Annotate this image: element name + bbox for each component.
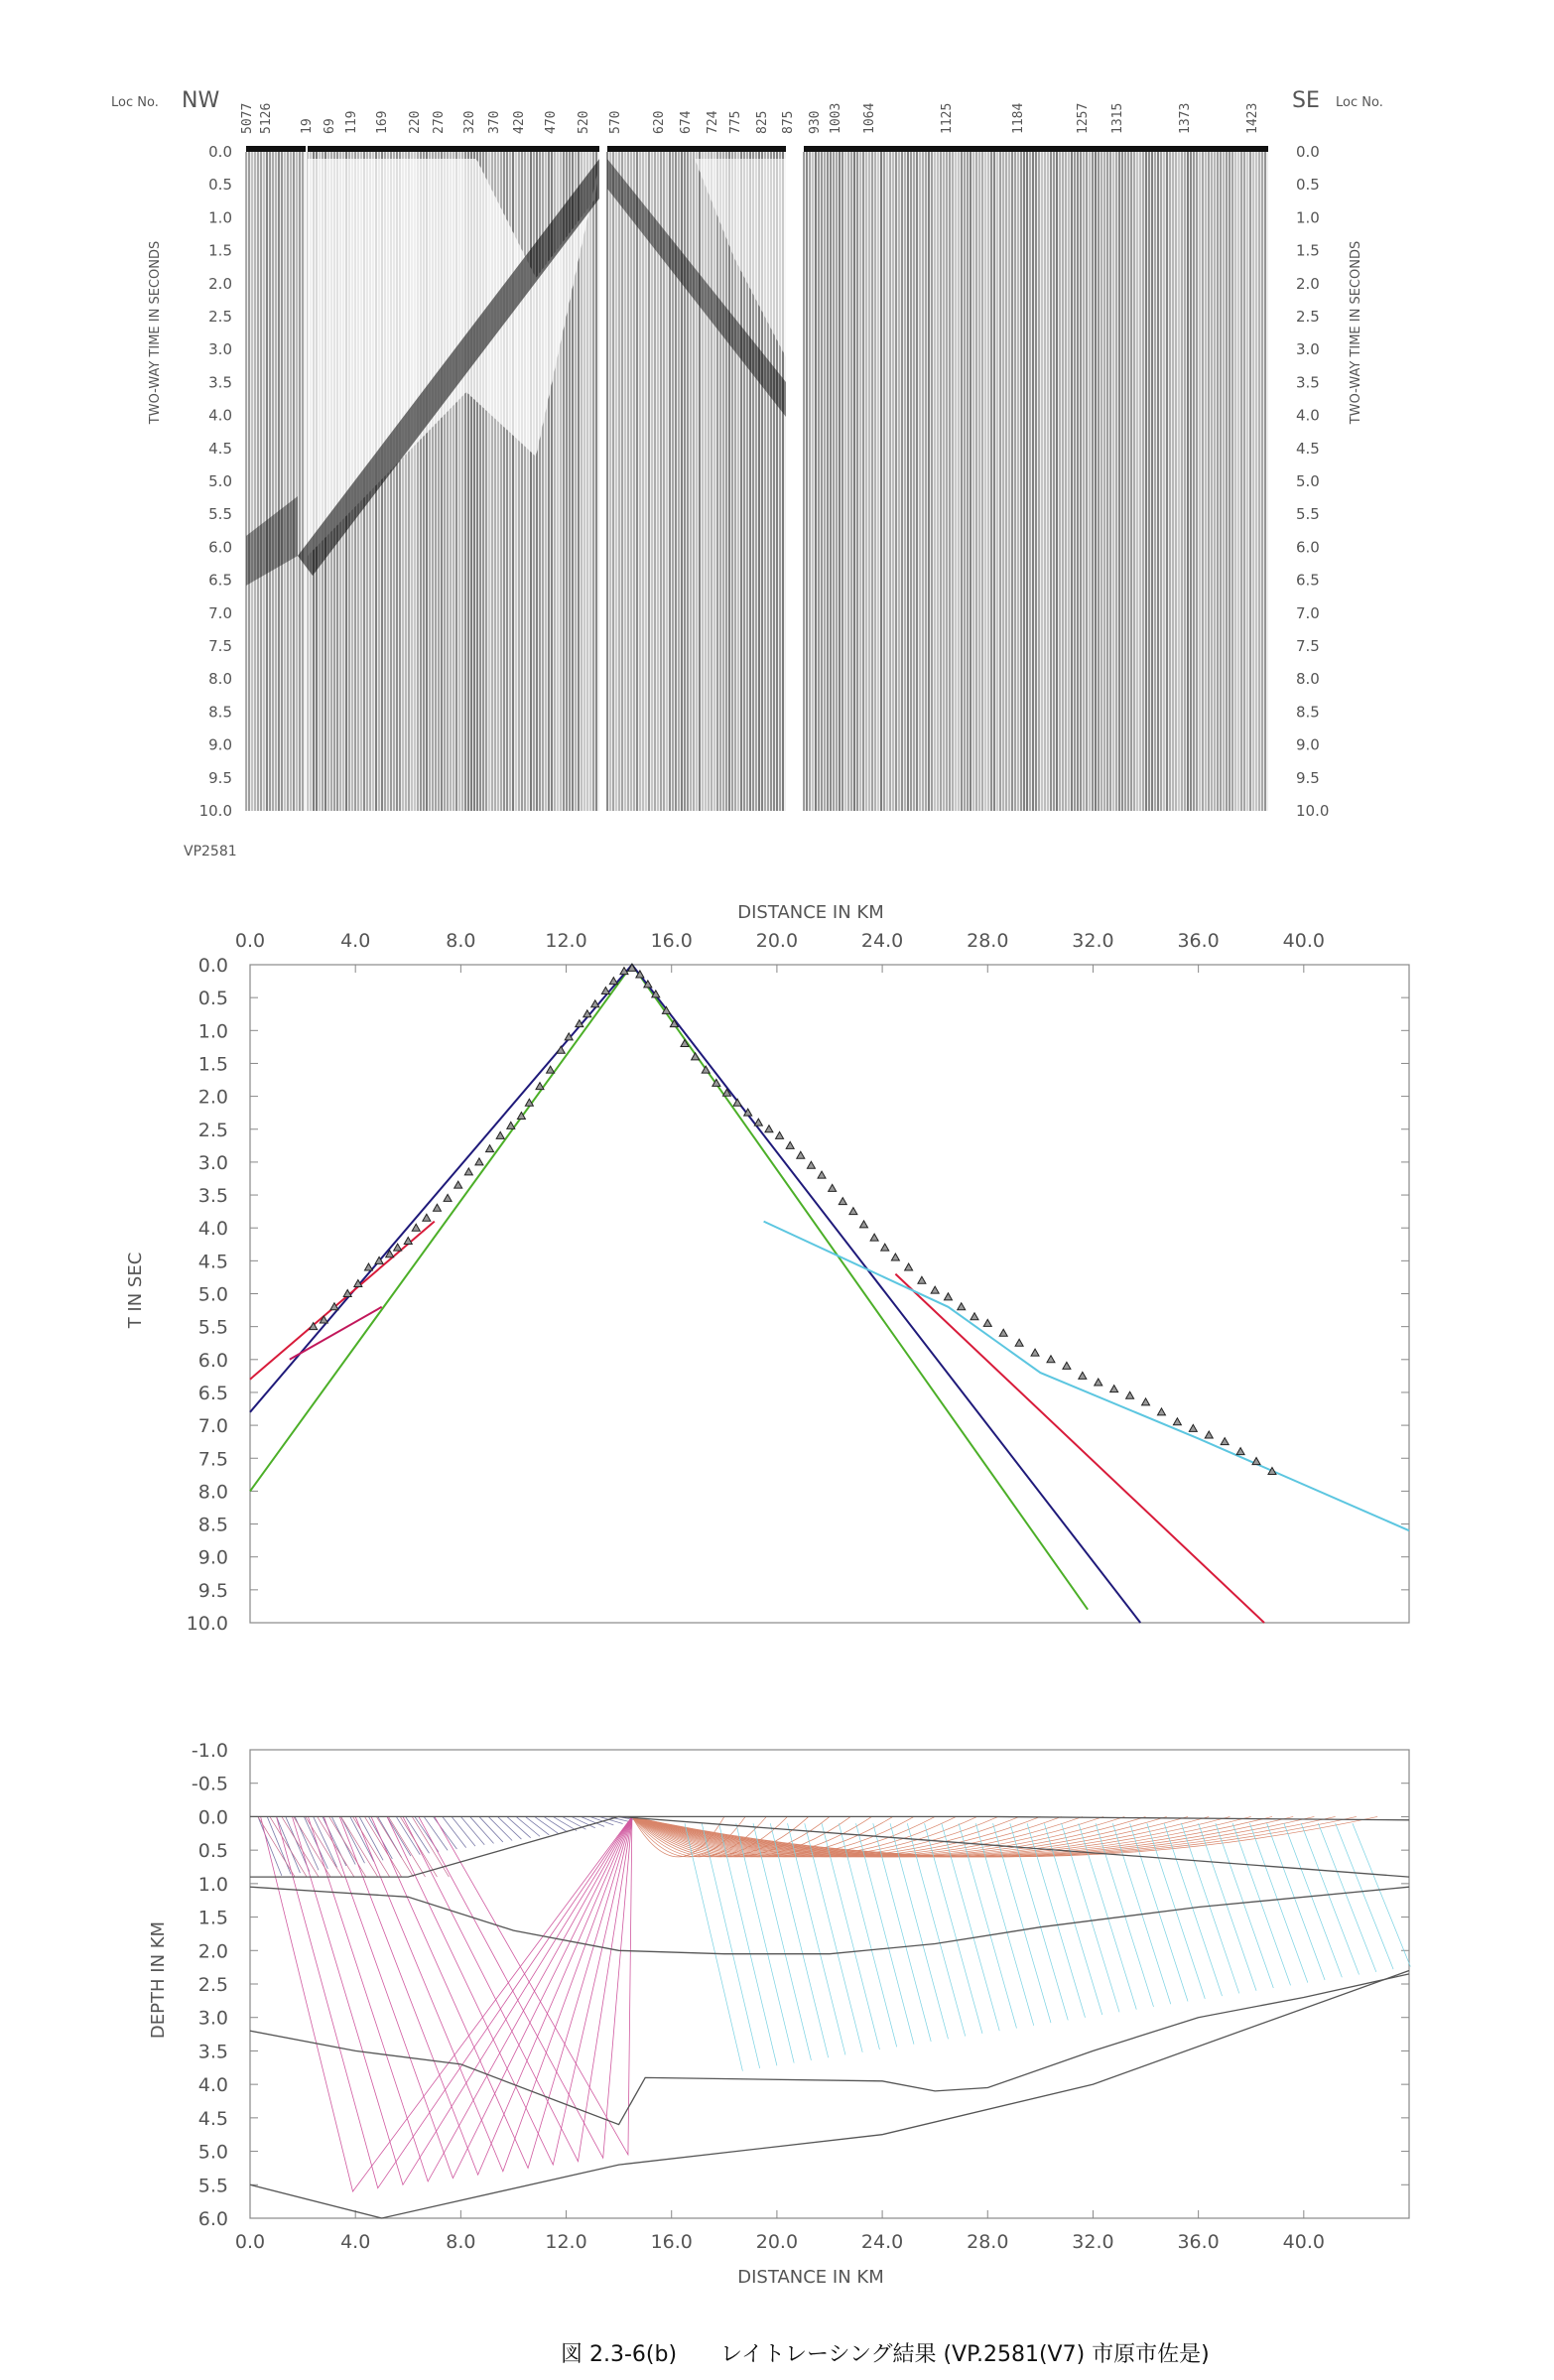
loc-number: 1125: [940, 102, 955, 134]
record-y-tick-left: 1.5: [208, 241, 232, 260]
tt-observed-point: [958, 1303, 966, 1310]
ray-path: [498, 1816, 522, 1839]
record-y-tick-right: 2.5: [1296, 308, 1320, 326]
tt-observed-point: [1015, 1339, 1023, 1346]
ray-x-tick-label: 12.0: [545, 2231, 587, 2253]
loc-number: 1257: [1076, 102, 1091, 134]
tt-observed-point: [1110, 1386, 1118, 1392]
record-y-tick-left: 3.5: [208, 373, 232, 392]
ray-path: [387, 1816, 411, 1856]
tt-y-tick-label: 6.5: [197, 1382, 228, 1404]
tt-x-ticks: [235, 930, 1325, 973]
loc-number: 930: [808, 110, 823, 134]
ray-path: [353, 1816, 390, 1877]
ray-y-tick-label: 4.0: [197, 2074, 228, 2097]
ray-path: [324, 1816, 632, 2178]
direction-right: SE: [1292, 88, 1320, 113]
ray-y-ticks: [192, 1740, 1409, 2230]
interface-line: [250, 1887, 1409, 1954]
record-y-tick-right: 8.0: [1296, 670, 1320, 689]
ray-path: [1232, 1823, 1290, 1985]
tt-x-axis-label: DISTANCE IN KM: [737, 902, 884, 923]
tt-observed-point: [797, 1151, 805, 1158]
tt-x-tick-label: 16.0: [650, 930, 693, 952]
tt-calc-line: [250, 965, 1088, 1610]
tt-y-tick-label: 4.0: [197, 1218, 228, 1241]
loc-number: 1423: [1245, 102, 1260, 134]
loc-label-right: Loc No.: [1336, 95, 1383, 110]
record-y-tick-left: 7.0: [208, 603, 232, 622]
record-y-tick-left: 0.5: [208, 176, 232, 195]
loc-number: 1003: [829, 102, 843, 134]
vp-label: VP2581: [184, 844, 237, 859]
ray-x-tick-label: 36.0: [1177, 2231, 1220, 2253]
record-y-tick-right: 6.0: [1296, 538, 1320, 557]
ray-path: [544, 1816, 568, 1832]
tt-observed-point: [423, 1214, 431, 1221]
ray-y-tick-label: 0.0: [197, 1806, 228, 1829]
tt-plot-frame: [250, 965, 1409, 1623]
ray-x-tick-label: 40.0: [1282, 2231, 1325, 2253]
y-axis-label-left: TWO-WAY TIME IN SECONDS: [148, 240, 163, 425]
record-y-tick-left: 4.5: [208, 439, 232, 458]
record-band-top: [246, 146, 306, 152]
ray-path: [282, 1816, 319, 1877]
ray-x-axis-label: DISTANCE IN KM: [737, 2267, 884, 2288]
ray-path: [788, 1823, 845, 2054]
tt-y-tick-label: 9.0: [197, 1546, 228, 1569]
tt-x-tick-label: 32.0: [1072, 930, 1114, 952]
tt-calc-line: [250, 1222, 435, 1380]
loc-number: 724: [706, 110, 720, 134]
tt-observed-point: [454, 1181, 462, 1188]
ray-path: [753, 1823, 811, 2060]
tt-observed-point: [765, 1125, 773, 1132]
ray-y-axis-label: DEPTH IN KM: [148, 1920, 169, 2040]
tt-observed-point: [1252, 1458, 1260, 1465]
record-y-tick-right: 9.5: [1296, 768, 1320, 787]
tt-y-ticks: [187, 955, 1409, 1635]
ray-y-tick-label: 1.0: [197, 1873, 228, 1896]
tt-observed-point: [444, 1194, 452, 1201]
loc-number: 270: [432, 110, 447, 134]
tt-observed-points: [310, 964, 1276, 1474]
ray-path: [1284, 1823, 1342, 1977]
seismic-traces: [246, 146, 1268, 811]
ray-path: [702, 1823, 759, 2068]
ray-x-tick-label: 20.0: [755, 2231, 799, 2253]
record-y-tick-right: 5.5: [1296, 505, 1320, 524]
ray-path: [387, 1816, 632, 2165]
loc-number: 320: [462, 110, 477, 134]
ray-path: [599, 1816, 623, 1823]
record-y-tick-right: 2.0: [1296, 274, 1320, 293]
tt-y-tick-label: 6.0: [197, 1349, 228, 1372]
tt-observed-point: [1221, 1438, 1229, 1445]
ray-path: [525, 1816, 549, 1834]
tt-observed-point: [1079, 1372, 1087, 1379]
seismic-panel: [111, 88, 1383, 859]
tt-observed-point: [486, 1145, 494, 1152]
interface-line: [250, 1816, 1409, 1819]
interface-line: [250, 1971, 1409, 2219]
ray-path: [822, 1823, 879, 2049]
tt-y-tick-label: 1.5: [197, 1053, 228, 1076]
tt-y-tick-label: 2.0: [197, 1086, 228, 1109]
record-y-tick-left: 2.5: [208, 308, 232, 326]
tt-observed-point: [999, 1329, 1007, 1336]
ray-path: [553, 1816, 577, 1830]
tt-observed-point: [944, 1293, 952, 1300]
direction-left: NW: [182, 88, 220, 113]
tt-y-tick-label: 1.0: [197, 1020, 228, 1043]
interface-line: [250, 1974, 1409, 2125]
tt-observed-point: [1173, 1418, 1181, 1425]
ray-path: [479, 1816, 503, 1841]
loc-number: 875: [781, 110, 796, 134]
tt-y-axis-label: T IN SEC: [125, 1252, 146, 1329]
loc-number-labels: [240, 103, 1260, 134]
record-y-tick-left: 2.0: [208, 274, 232, 293]
record-y-tick-left: 4.0: [208, 406, 232, 425]
ray-path: [406, 1816, 430, 1853]
ray-x-tick-label: 24.0: [860, 2231, 904, 2253]
tt-observed-point: [1126, 1391, 1134, 1398]
record-y-tick-left: 6.0: [208, 538, 232, 557]
ray-path: [258, 1816, 282, 1875]
y-axis-label-right: TWO-WAY TIME IN SECONDS: [1349, 240, 1363, 425]
tt-observed-point: [1047, 1356, 1055, 1363]
figure-caption: 図 2.3-6(b) レイトレーシング結果 (VP.2581(V7) 市原市佐是): [561, 2342, 1210, 2367]
ray-path: [341, 1816, 365, 1863]
tt-observed-point: [1268, 1468, 1276, 1475]
tt-y-tick-label: 4.5: [197, 1251, 228, 1273]
record-y-tick-right: 0.5: [1296, 176, 1320, 195]
ray-x-tick-label: 32.0: [1072, 2231, 1114, 2253]
tt-observed-point: [1157, 1408, 1165, 1415]
ray-y-tick-label: 4.5: [197, 2107, 228, 2130]
tt-x-tick-label: 0.0: [234, 930, 266, 952]
tt-observed-point: [1205, 1431, 1213, 1438]
record-y-tick-right: 8.5: [1296, 703, 1320, 722]
tt-x-tick-label: 4.0: [340, 930, 371, 952]
ray-x-tick-label: 0.0: [234, 2231, 266, 2253]
ray-path: [1336, 1823, 1393, 1969]
tt-observed-point: [412, 1224, 420, 1231]
ray-y-tick-label: 2.5: [197, 1974, 228, 1996]
ray-plot-frame: [250, 1750, 1409, 2218]
tt-observed-point: [918, 1276, 926, 1283]
velocity-interfaces: [250, 1816, 1409, 2218]
loc-number: 5126: [259, 102, 274, 134]
ray-paths: [258, 1816, 1410, 2191]
ray-path: [400, 1816, 437, 1877]
loc-number: 69: [323, 118, 337, 134]
tt-observed-point: [733, 1099, 741, 1106]
raypath-panel: [148, 1740, 1410, 2288]
ray-path: [277, 1816, 301, 1873]
record-y-tick-left: 6.5: [208, 571, 232, 590]
tt-y-tick-label: 0.0: [197, 955, 228, 977]
record-band-top: [308, 146, 599, 152]
ray-path: [719, 1823, 777, 2065]
tt-observed-point: [891, 1254, 899, 1260]
ray-path: [805, 1823, 862, 2052]
loc-number: 169: [375, 110, 390, 134]
loc-number: 470: [544, 110, 559, 134]
tt-observed-point: [905, 1263, 913, 1270]
record-y-tick-left: 0.0: [208, 143, 232, 161]
loc-number: 370: [487, 110, 502, 134]
record-y-tick-left: 5.0: [208, 472, 232, 490]
tt-x-tick-label: 20.0: [755, 930, 799, 952]
ray-x-tick-label: 8.0: [446, 2231, 476, 2253]
ray-path: [1301, 1823, 1359, 1974]
ray-y-tick-label: 6.0: [197, 2208, 228, 2230]
loc-number: 5077: [240, 102, 255, 134]
tt-observed-point: [818, 1171, 826, 1178]
record-y-tick-right: 7.5: [1296, 637, 1320, 655]
loc-number: 220: [408, 110, 423, 134]
ray-path: [535, 1816, 559, 1833]
tt-y-tick-label: 7.5: [197, 1448, 228, 1471]
tt-y-tick-label: 2.5: [197, 1119, 228, 1141]
loc-number: 119: [344, 110, 359, 134]
tt-observed-point: [829, 1184, 837, 1191]
ray-y-tick-label: -0.5: [191, 1773, 228, 1795]
loc-number: 1184: [1011, 102, 1026, 134]
tt-observed-point: [971, 1313, 978, 1320]
ray-y-tick-label: 5.5: [197, 2175, 228, 2197]
record-band-top: [607, 146, 786, 152]
loc-number: 570: [608, 110, 623, 134]
record-y-tick-left: 1.0: [208, 208, 232, 227]
tt-observed-point: [983, 1319, 991, 1326]
tt-x-tick-label: 28.0: [967, 930, 1009, 952]
ray-path: [1216, 1823, 1273, 1988]
record-y-tick-right: 9.0: [1296, 735, 1320, 754]
ray-path: [1199, 1823, 1256, 1991]
tt-observed-point: [394, 1244, 402, 1251]
record-band-top: [804, 146, 1268, 152]
record-y-tick-right: 1.5: [1296, 241, 1320, 260]
loc-number: 620: [652, 110, 667, 134]
tt-observed-point: [870, 1234, 878, 1241]
loc-number: 1373: [1178, 102, 1193, 134]
ray-path: [435, 1816, 632, 2155]
ray-y-tick-label: 2.0: [197, 1940, 228, 1963]
loc-number: 775: [728, 110, 743, 134]
tt-observed-point: [496, 1131, 504, 1138]
tt-observed-point: [536, 1083, 544, 1090]
tt-observed-point: [1095, 1379, 1102, 1386]
ray-y-tick-label: 0.5: [197, 1840, 228, 1863]
record-y-tick-right: 6.5: [1296, 571, 1320, 590]
ray-path: [443, 1816, 466, 1847]
traveltime-panel: [125, 902, 1409, 1635]
ray-x-ticks: [235, 2210, 1325, 2253]
tt-calc-line: [250, 965, 1140, 1623]
record-y-tick-right: 1.0: [1296, 208, 1320, 227]
record-y-tick-left: 9.5: [208, 768, 232, 787]
tt-y-tick-label: 8.5: [197, 1514, 228, 1536]
tt-y-tick-label: 10.0: [186, 1613, 228, 1635]
tt-observed-point: [475, 1158, 483, 1165]
tt-observed-point: [601, 988, 609, 994]
tt-observed-point: [1236, 1448, 1244, 1455]
tt-observed-point: [807, 1161, 815, 1168]
record-y-tick-right: 3.5: [1296, 373, 1320, 392]
loc-number: 674: [679, 110, 694, 134]
tt-x-tick-label: 12.0: [545, 930, 587, 952]
loc-label-left: Loc No.: [111, 95, 159, 110]
record-y-tick-right: 5.0: [1296, 472, 1320, 490]
ray-path: [452, 1816, 475, 1846]
tt-observed-point: [776, 1131, 784, 1138]
tt-observed-point: [931, 1286, 939, 1293]
ray-path: [470, 1816, 494, 1843]
loc-number: 19: [300, 118, 315, 134]
ray-y-tick-label: 3.0: [197, 2007, 228, 2030]
tt-y-tick-label: 8.0: [197, 1481, 228, 1504]
ray-path: [770, 1823, 828, 2057]
ray-path: [1147, 1823, 1205, 1999]
tt-y-tick-label: 3.5: [197, 1185, 228, 1208]
tt-y-tick-label: 7.0: [197, 1415, 228, 1438]
tt-observed-point: [860, 1221, 868, 1228]
tt-observed-point: [507, 1122, 515, 1128]
record-y-tick-left: 8.0: [208, 670, 232, 689]
record-y-tick-left: 9.0: [208, 735, 232, 754]
ray-path: [433, 1816, 456, 1849]
loc-number: 520: [577, 110, 591, 134]
ray-path: [516, 1816, 540, 1836]
record-y-tick-left: 3.0: [208, 340, 232, 359]
ray-x-tick-label: 28.0: [967, 2231, 1009, 2253]
ray-path: [507, 1816, 531, 1837]
tt-observed-point: [609, 978, 617, 985]
tt-observed-point: [1031, 1349, 1039, 1356]
record-y-tick-right: 0.0: [1296, 143, 1320, 161]
loc-number: 825: [755, 110, 770, 134]
ray-x-tick-label: 4.0: [340, 2231, 371, 2253]
tt-observed-point: [433, 1204, 441, 1211]
tt-y-tick-label: 3.0: [197, 1151, 228, 1174]
record-y-tick-left: 8.5: [208, 703, 232, 722]
record-y-tick-right: 7.0: [1296, 603, 1320, 622]
record-y-tick-right: 4.5: [1296, 439, 1320, 458]
ray-y-tick-label: -1.0: [191, 1740, 228, 1762]
tt-observed-point: [364, 1263, 372, 1270]
record-y-tick-right: 10.0: [1296, 802, 1330, 820]
ray-x-tick-label: 16.0: [650, 2231, 693, 2253]
tt-observed-point: [547, 1066, 555, 1073]
loc-number: 1315: [1110, 102, 1125, 134]
tt-observed-point: [754, 1119, 762, 1125]
tt-y-tick-label: 0.5: [197, 988, 228, 1010]
ray-path: [350, 1816, 374, 1861]
tt-observed-point: [1063, 1362, 1071, 1369]
tt-observed-point: [839, 1198, 846, 1205]
tt-y-tick-label: 5.0: [197, 1283, 228, 1306]
tt-observed-point: [1142, 1398, 1150, 1405]
tt-calculated-lines: [250, 965, 1409, 1623]
tt-x-tick-label: 8.0: [446, 930, 476, 952]
ray-path: [304, 1816, 327, 1868]
tt-observed-point: [881, 1244, 889, 1251]
ray-path: [488, 1816, 512, 1840]
loc-number: 1064: [862, 102, 877, 134]
tt-observed-point: [702, 1066, 710, 1073]
ray-path: [460, 1816, 484, 1844]
tt-observed-point: [786, 1141, 794, 1148]
record-y-tick-left: 10.0: [198, 802, 232, 820]
tt-y-tick-label: 9.5: [197, 1579, 228, 1602]
tt-y-tick-label: 5.5: [197, 1316, 228, 1339]
tt-x-tick-label: 24.0: [860, 930, 904, 952]
ray-path: [1353, 1823, 1410, 1966]
tt-x-tick-label: 36.0: [1177, 930, 1220, 952]
ray-y-tick-label: 5.0: [197, 2141, 228, 2164]
ray-path: [736, 1823, 794, 2062]
tt-observed-point: [464, 1168, 472, 1175]
tt-calc-line: [895, 1274, 1264, 1623]
ray-y-tick-label: 3.5: [197, 2041, 228, 2063]
tt-observed-point: [849, 1208, 857, 1215]
record-y-tick-right: 3.0: [1296, 340, 1320, 359]
tt-observed-point: [1189, 1424, 1197, 1431]
ray-path: [318, 1816, 354, 1877]
ray-path: [685, 1823, 742, 2070]
tt-x-tick-label: 40.0: [1282, 930, 1325, 952]
loc-number: 420: [512, 110, 527, 134]
ray-path: [1267, 1823, 1325, 1980]
ray-y-tick-label: 1.5: [197, 1907, 228, 1929]
ray-path: [1318, 1823, 1375, 1972]
tt-calc-line: [764, 1222, 1409, 1531]
record-y-tick-left: 5.5: [208, 505, 232, 524]
record-y-tick-right: 4.0: [1296, 406, 1320, 425]
record-y-tick-left: 7.5: [208, 637, 232, 655]
tt-observed-point: [692, 1053, 700, 1060]
ray-path: [1249, 1823, 1307, 1982]
